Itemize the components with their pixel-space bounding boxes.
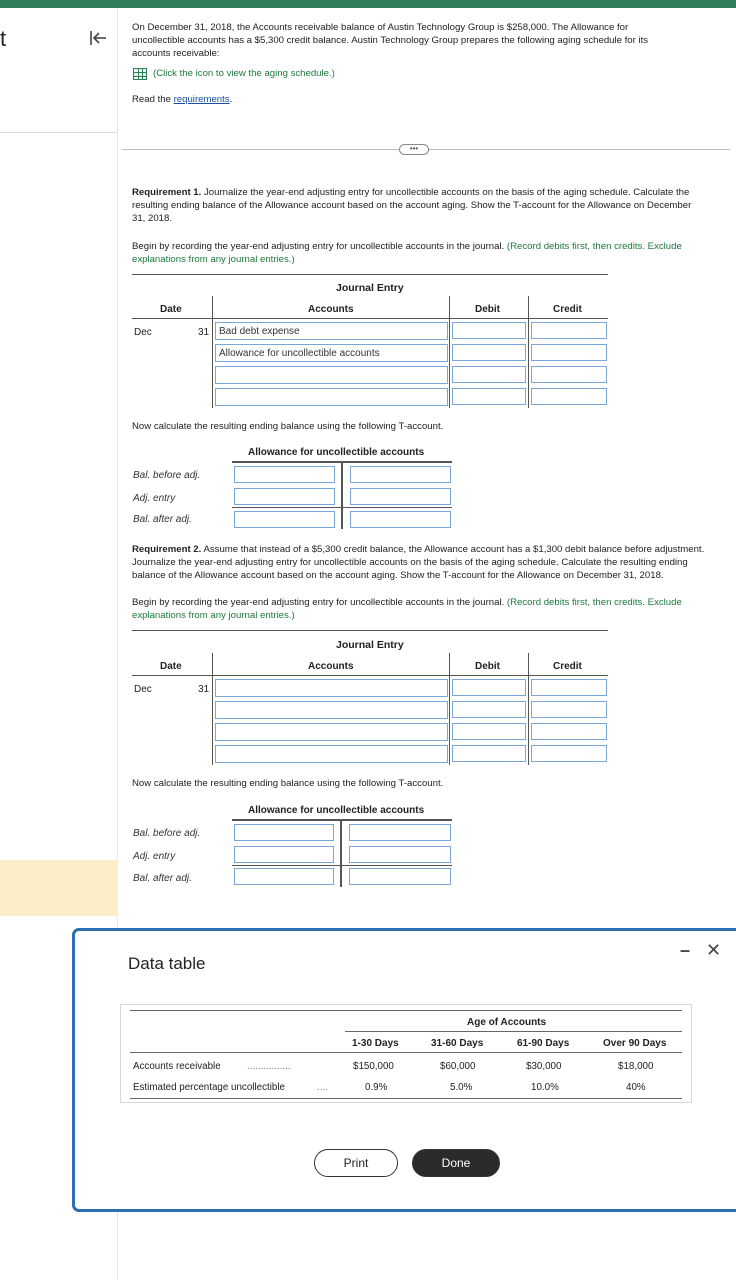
- taccount-2-credit-after-input[interactable]: [349, 868, 451, 885]
- taccount-2-total-rule: [232, 865, 452, 866]
- row-leader-dots: ................: [247, 1061, 291, 1072]
- column-header: 61-90 Days: [517, 1038, 570, 1049]
- requirement-2-instructions: Begin by recording the year-end adjusting entry for uncollectible accounts in the journal. (Record debits first, then credits. Exclude explanations from any journal entries.): [132, 597, 682, 621]
- journal-1-accounts-header: Accounts: [308, 304, 354, 315]
- journal-1-month: Dec: [134, 327, 152, 338]
- journal-1-accounts-divider: [449, 296, 450, 408]
- intro-paragraph: [132, 21, 722, 60]
- journal-1-debit-divider: [528, 296, 529, 408]
- table-cell: $150,000: [353, 1061, 394, 1072]
- modal-title: Data table: [128, 954, 206, 973]
- taccount-1-center-bar: [341, 461, 343, 529]
- journal-1-account-input[interactable]: [215, 388, 448, 406]
- journal-1-top-rule: [132, 274, 608, 275]
- taccount-1-debit-adj-input[interactable]: [234, 488, 335, 505]
- taccount-2-title: Allowance for uncollectible accounts: [248, 805, 425, 816]
- journal-2-debit-input[interactable]: [452, 723, 526, 740]
- row-label-accounts-receivable: Accounts receivable: [133, 1061, 221, 1072]
- aging-schedule-table-icon[interactable]: [133, 68, 147, 80]
- requirement-2-text: Requirement 2. Assume that instead of a $5,300 credit balance, the Allowance account has a $1,300 debit balance before adjustment. Journalize the year-end adjusting entry for uncollectible accounts on the basis of the aging schedule. Calculate the resulting ending balance of the Allowance account based on the account aging. Show the T-account for the Allowance on December 31, 2018.: [132, 544, 705, 581]
- journal-2-title: Journal Entry: [336, 639, 404, 651]
- aging-schedule-link[interactable]: (Click the icon to view the aging schedule.): [153, 68, 335, 79]
- journal-1-date-divider: [212, 296, 213, 408]
- row-leader-dots: ....: [317, 1082, 328, 1093]
- table-cell: 0.9%: [365, 1082, 388, 1093]
- expand-separator-button[interactable]: •••: [399, 144, 429, 155]
- taccount-2-label-before: Bal. before adj.: [133, 828, 201, 839]
- taccount-2-debit-before-input[interactable]: [234, 824, 334, 841]
- table-cell: 10.0%: [531, 1082, 559, 1093]
- journal-2-day: 31: [198, 684, 210, 695]
- requirement-1-text: Requirement 1. Journalize the year-end adjusting entry for uncollectible accounts on the basis of the aging schedule. Calculate the resulting ending balance of the Allowance account based on the account aging. Show the T-account for the Allowance on December 31, 2018.: [132, 187, 692, 224]
- row-label-estimated-percentage: Estimated percentage uncollectible: [133, 1082, 285, 1093]
- table-top-rule: [130, 1010, 682, 1011]
- journal-1-debit-input[interactable]: [452, 388, 526, 405]
- journal-2-debit-header: Debit: [475, 661, 500, 672]
- left-panel-highlight: [0, 860, 118, 916]
- journal-1-account-input[interactable]: Allowance for uncollectible accounts: [215, 344, 448, 362]
- journal-1-credit-input[interactable]: [531, 322, 607, 339]
- left-panel-divider: [0, 132, 118, 133]
- journal-1-title: Journal Entry: [336, 282, 404, 294]
- journal-1-credit-input[interactable]: [531, 366, 607, 383]
- journal-1-debit-input[interactable]: [452, 366, 526, 383]
- taccount-2-credit-adj-input[interactable]: [349, 846, 451, 863]
- requirements-link[interactable]: requirements: [173, 94, 230, 105]
- journal-2-month: Dec: [134, 684, 152, 695]
- journal-2-accounts-divider: [449, 653, 450, 765]
- column-header: Over 90 Days: [603, 1038, 667, 1049]
- taccount-2-debit-after-input[interactable]: [234, 868, 334, 885]
- taccount-1-label-adj: Adj. entry: [133, 493, 176, 504]
- journal-1-day: 31: [198, 327, 210, 338]
- edge-text: t: [0, 26, 7, 51]
- taccount-2-label-after: Bal. after adj.: [133, 873, 192, 884]
- read-requirements-line: Read the requirements.: [132, 94, 233, 105]
- intro-line-3: accounts receivable:: [132, 48, 220, 59]
- journal-1-credit-input[interactable]: [531, 344, 607, 361]
- journal-2-top-rule: [132, 630, 608, 631]
- table-cell: $60,000: [440, 1061, 476, 1072]
- taccount-2-credit-before-input[interactable]: [349, 824, 451, 841]
- journal-1-account-input[interactable]: Bad debt expense: [215, 322, 448, 340]
- journal-2-credit-input[interactable]: [531, 723, 607, 740]
- column-header: 31-60 Days: [431, 1038, 484, 1049]
- taccount-1-total-rule: [232, 507, 452, 508]
- journal-2-credit-input[interactable]: [531, 679, 607, 696]
- journal-1-debit-header: Debit: [475, 304, 500, 315]
- journal-2-header-rule: [132, 675, 608, 676]
- journal-2-debit-input[interactable]: [452, 701, 526, 718]
- column-header-rule: [130, 1052, 682, 1053]
- done-button[interactable]: Done: [412, 1149, 500, 1177]
- journal-2-date-header: Date: [160, 661, 182, 672]
- journal-2-account-input[interactable]: [215, 723, 448, 741]
- journal-2-credit-header: Credit: [553, 661, 582, 672]
- column-header: 1-30 Days: [352, 1038, 399, 1049]
- journal-2-debit-input[interactable]: [452, 745, 526, 762]
- table-cell: 40%: [626, 1082, 646, 1093]
- journal-2-account-input[interactable]: [215, 701, 448, 719]
- journal-2-credit-input[interactable]: [531, 745, 607, 762]
- taccount-2-center-bar: [340, 819, 342, 887]
- minimize-icon[interactable]: –: [680, 940, 691, 960]
- journal-1-debit-input[interactable]: [452, 344, 526, 361]
- journal-2-debit-divider: [528, 653, 529, 765]
- journal-2-account-input[interactable]: [215, 679, 448, 697]
- journal-2-debit-input[interactable]: [452, 679, 526, 696]
- journal-2-credit-input[interactable]: [531, 701, 607, 718]
- journal-1-header-rule: [132, 318, 608, 319]
- taccount-2-top-bar: [232, 819, 452, 821]
- table-bottom-rule: [130, 1098, 682, 1099]
- taccount-1-debit-before-input[interactable]: [234, 466, 335, 483]
- journal-1-date-header: Date: [160, 304, 182, 315]
- journal-1-account-input[interactable]: [215, 366, 448, 384]
- collapse-left-icon[interactable]: [88, 28, 108, 48]
- journal-2-accounts-header: Accounts: [308, 661, 354, 672]
- top-bar: [0, 0, 736, 8]
- taccount-1-credit-before-input[interactable]: [350, 466, 451, 483]
- group-header-rule: [345, 1031, 682, 1032]
- table-cell: $18,000: [618, 1061, 654, 1072]
- taccount-2-intro: Now calculate the resulting ending balance using the following T-account.: [132, 778, 444, 789]
- close-icon[interactable]: ✕: [706, 940, 722, 960]
- intro-line-1: On December 31, 2018, the Accounts receivable balance of Austin Technology Group is $258,000. The Allowance for: [132, 22, 629, 33]
- age-of-accounts-header: Age of Accounts: [467, 1017, 547, 1028]
- journal-1-credit-input[interactable]: [531, 388, 607, 405]
- taccount-2-debit-adj-input[interactable]: [234, 846, 334, 863]
- taccount-1-intro: Now calculate the resulting ending balance using the following T-account.: [132, 421, 444, 432]
- taccount-1-credit-adj-input[interactable]: [350, 488, 451, 505]
- journal-2-account-input[interactable]: [215, 745, 448, 763]
- taccount-1-label-before: Bal. before adj.: [133, 470, 201, 481]
- taccount-1-credit-after-input[interactable]: [350, 511, 451, 528]
- taccount-1-label-after: Bal. after adj.: [133, 514, 192, 525]
- taccount-1-title: Allowance for uncollectible accounts: [248, 447, 425, 458]
- taccount-2-label-adj: Adj. entry: [133, 851, 176, 862]
- print-button[interactable]: Print: [314, 1149, 398, 1177]
- journal-1-credit-header: Credit: [553, 304, 582, 315]
- requirement-1-instructions: Begin by recording the year-end adjusting entry for uncollectible accounts in the journal. (Record debits first, then credits. Exclude explanations from any journal entries.): [132, 241, 682, 265]
- table-cell: 5.0%: [450, 1082, 473, 1093]
- table-cell: $30,000: [526, 1061, 562, 1072]
- intro-line-2: uncollectible accounts has a $5,300 credit balance. Austin Technology Group prepares the following aging schedule for its: [132, 35, 649, 46]
- journal-1-debit-input[interactable]: [452, 322, 526, 339]
- journal-2-date-divider: [212, 653, 213, 765]
- taccount-1-debit-after-input[interactable]: [234, 511, 335, 528]
